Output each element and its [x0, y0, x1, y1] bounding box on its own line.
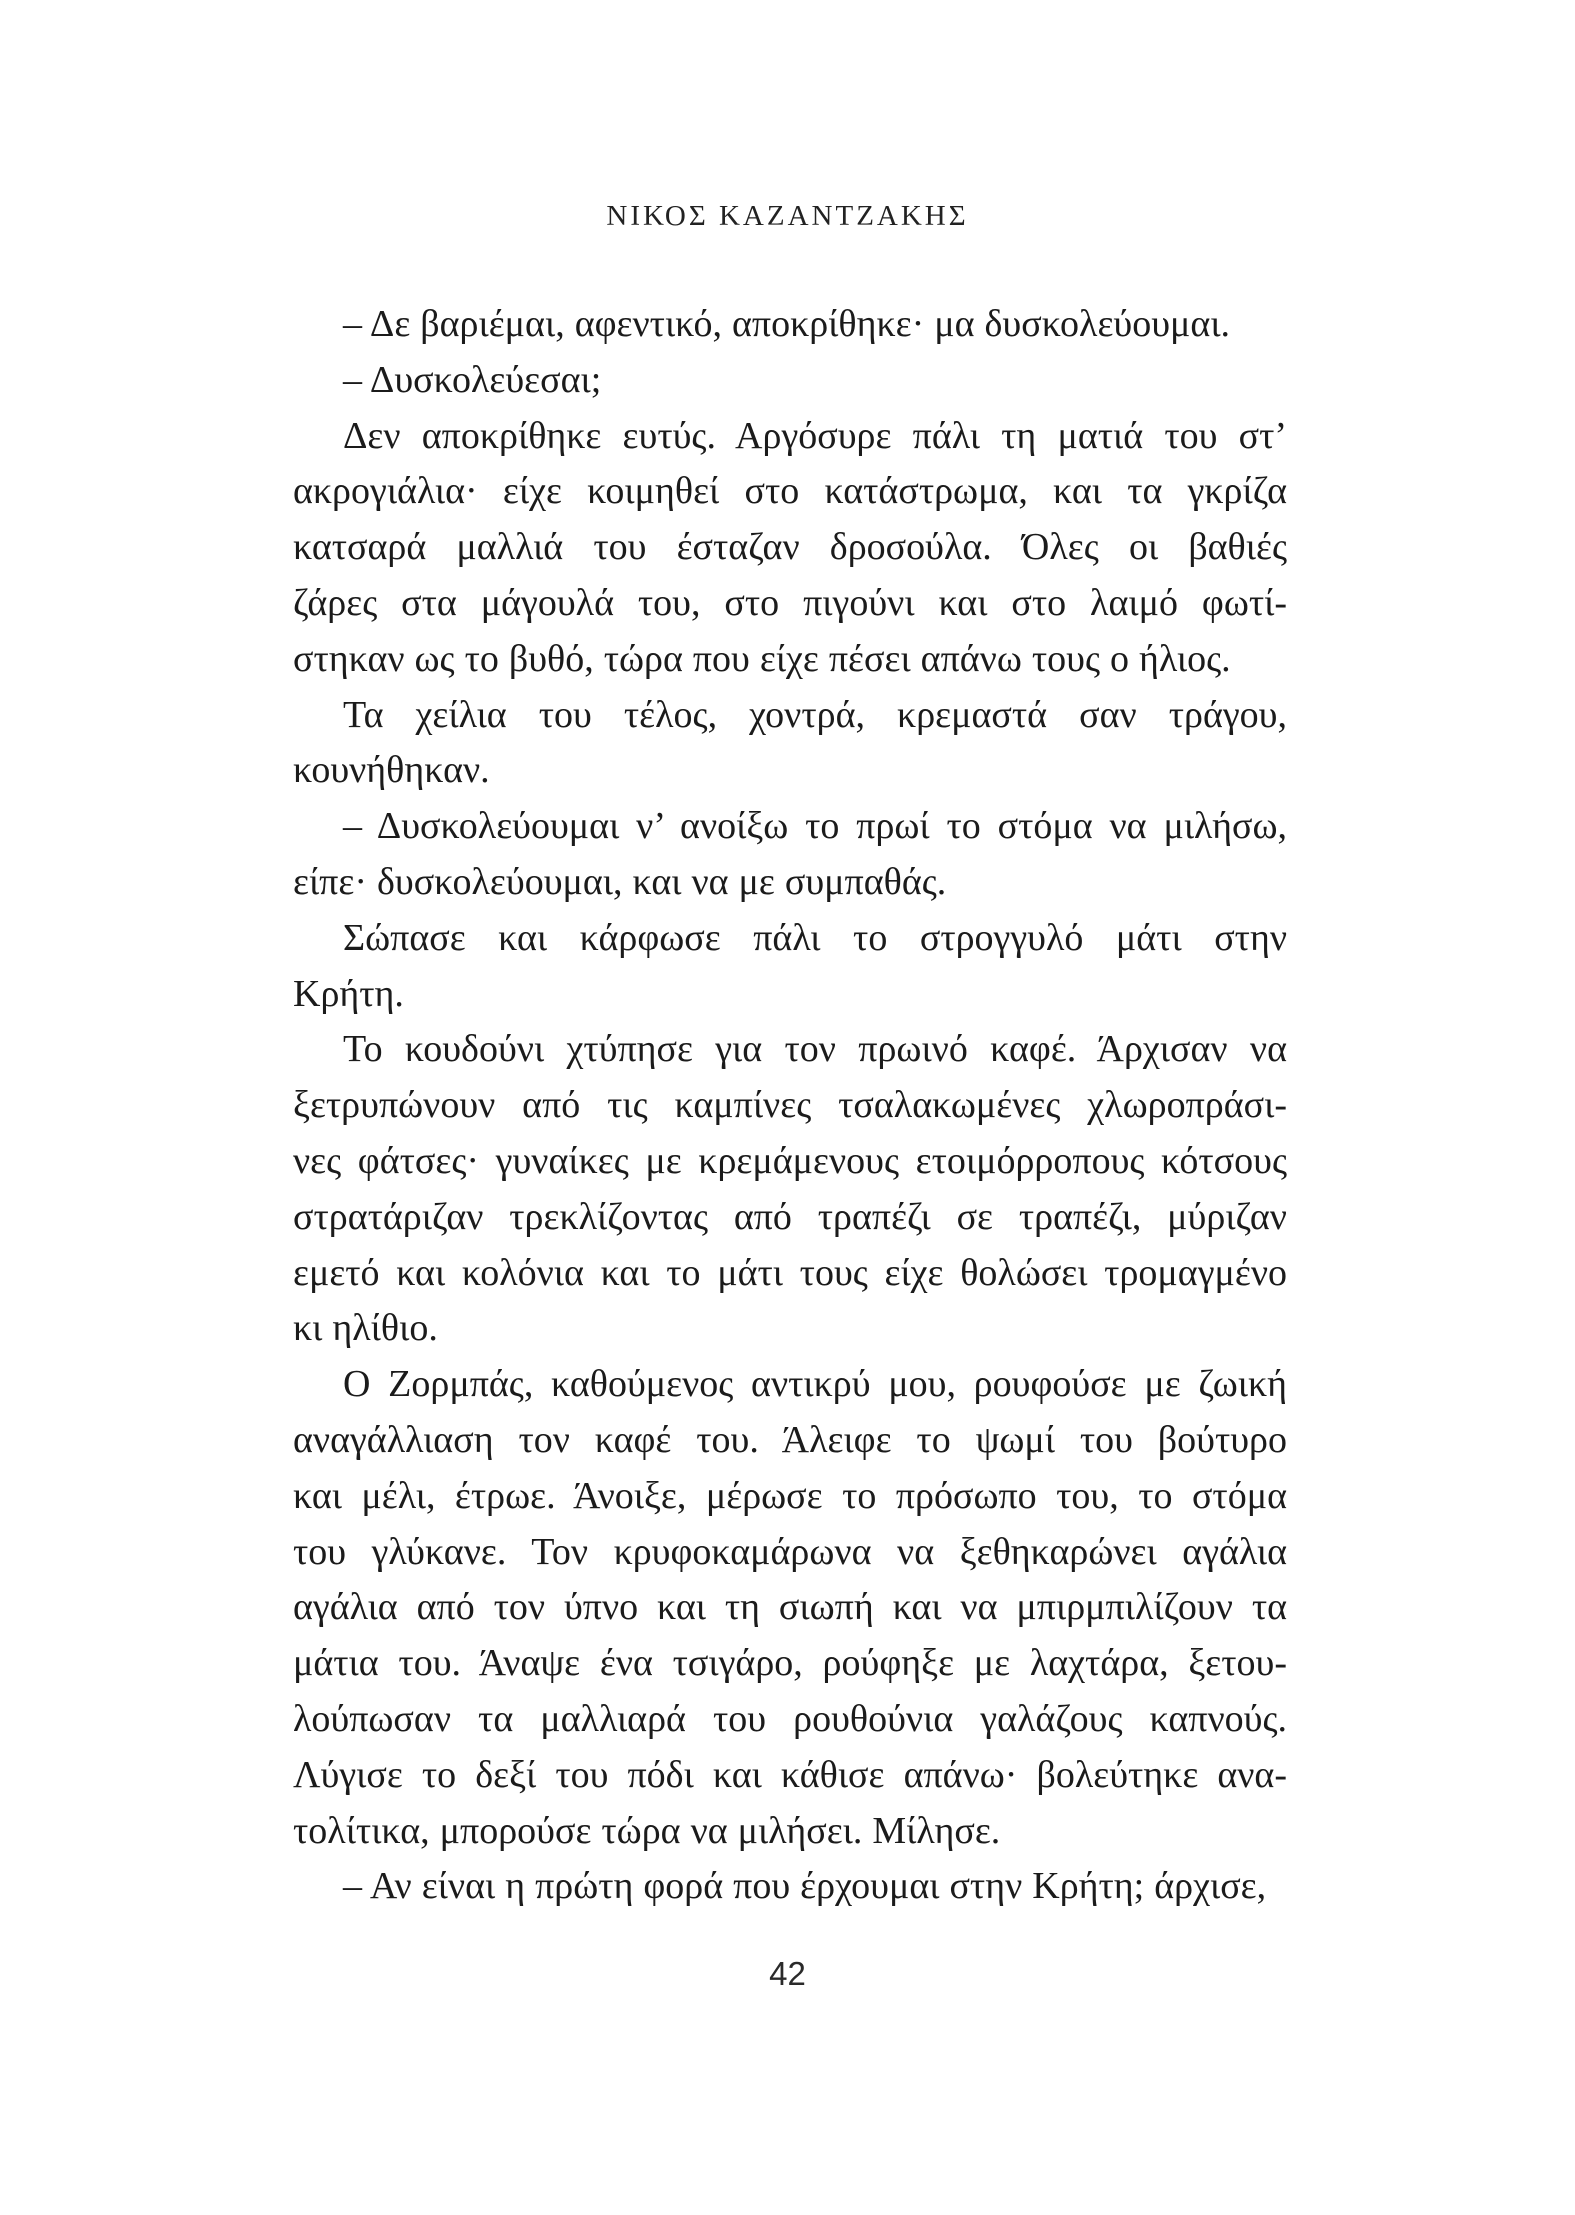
text-line: αναγάλλιαση τον καφέ του. Άλειφε το ψωμί του βούτυρο — [293, 1418, 1287, 1461]
page-body — [293, 297, 1287, 1915]
running-header: ΝΙΚΟΣ ΚΑΖΑΝΤΖΑΚΗΣ — [606, 200, 969, 232]
text-line: ζάρες στα μάγουλά του, στο πιγούνι και στο λαιμό φωτί- — [293, 581, 1287, 624]
text-line: τολίτικα, μπορούσε τώρα να μιλήσει. Μίλησε. — [293, 1809, 1001, 1852]
text-line: Λύγισε το δεξί του πόδι και κάθισε απάνω· βολεύτηκε ανα- — [293, 1753, 1287, 1796]
text-line: αγάλια από τον ύπνο και τη σιωπή και να μπιρμπιλίζουν τα — [293, 1586, 1287, 1629]
text-line: – Δυσκολεύουμαι ν’ ανοίξω το πρωί το στόμα να μιλήσω, — [343, 805, 1287, 848]
text-line: είπε· δυσκολεύουμαι, και να με συμπαθάς. — [293, 860, 947, 903]
text-line: μάτια του. Άναψε ένα τσιγάρο, ρούφηξε με λαχτάρα, ξετου- — [293, 1642, 1287, 1685]
text-line: ξετρυπώνουν από τις καμπίνες τσαλακωμένες χλωροπράσι- — [293, 1084, 1287, 1127]
page-number: 42 — [769, 1955, 806, 1992]
text-line: Το κουδούνι χτύπησε για τον πρωινό καφέ. Άρχισαν να — [343, 1028, 1287, 1071]
text-line: και μέλι, έτρωε. Άνοιξε, μέρωσε το πρόσωπο του, το στόμα — [293, 1474, 1287, 1517]
text-line: λούπωσαν τα μαλλιαρά του ρουθούνια γαλάζους καπνούς. — [293, 1697, 1287, 1740]
text-line: – Αν είναι η πρώτη φορά που έρχουμαι στην Κρήτη; άρχισε, — [343, 1865, 1267, 1908]
text-line: Σώπασε και κάρφωσε πάλι το στρογγυλό μάτι στην — [343, 916, 1287, 959]
text-line: Δεν αποκρίθηκε ευτύς. Αργόσυρε πάλι τη ματιά του στ’ — [343, 414, 1287, 457]
text-line: Ο Ζορμπάς, καθούμενος αντικρύ μου, ρουφούσε με ζωική — [343, 1363, 1287, 1406]
text-line: – Δυσκολεύεσαι; — [343, 358, 602, 401]
text-line: του γλύκανε. Τον κρυφοκαμάρωνα να ξεθηκαρώνει αγάλια — [293, 1530, 1287, 1573]
text-line: ακρογιάλια· είχε κοιμηθεί στο κατάστρωμα, και τα γκρίζα — [293, 470, 1287, 513]
text-line: κι ηλίθιο. — [293, 1307, 438, 1350]
text-line: εμετό και κολόνια και το μάτι τους είχε θολώσει τρομαγμένο — [293, 1251, 1287, 1294]
text-line: Τα χείλια του τέλος, χοντρά, κρεμαστά σαν τράγου, — [343, 693, 1287, 736]
text-line: στηκαν ως το βυθό, τώρα που είχε πέσει απάνω τους ο ήλιος. — [293, 637, 1231, 680]
text-line: – Δε βαριέμαι, αφεντικό, αποκρίθηκε· μα δυσκολεύουμαι. — [343, 303, 1231, 345]
text-line: νες φάτσες· γυναίκες με κρεμάμενους ετοιμόρροπους κότσους — [293, 1139, 1287, 1182]
text-line: κουνήθηκαν. — [293, 749, 490, 792]
text-line: στρατάριζαν τρεκλίζοντας από τραπέζι σε τραπέζι, μύριζαν — [293, 1195, 1287, 1238]
text-line: κατσαρά μαλλιά του έσταζαν δροσούλα. Όλες οι βαθιές — [293, 526, 1287, 569]
text-line: Κρήτη. — [293, 972, 404, 1015]
